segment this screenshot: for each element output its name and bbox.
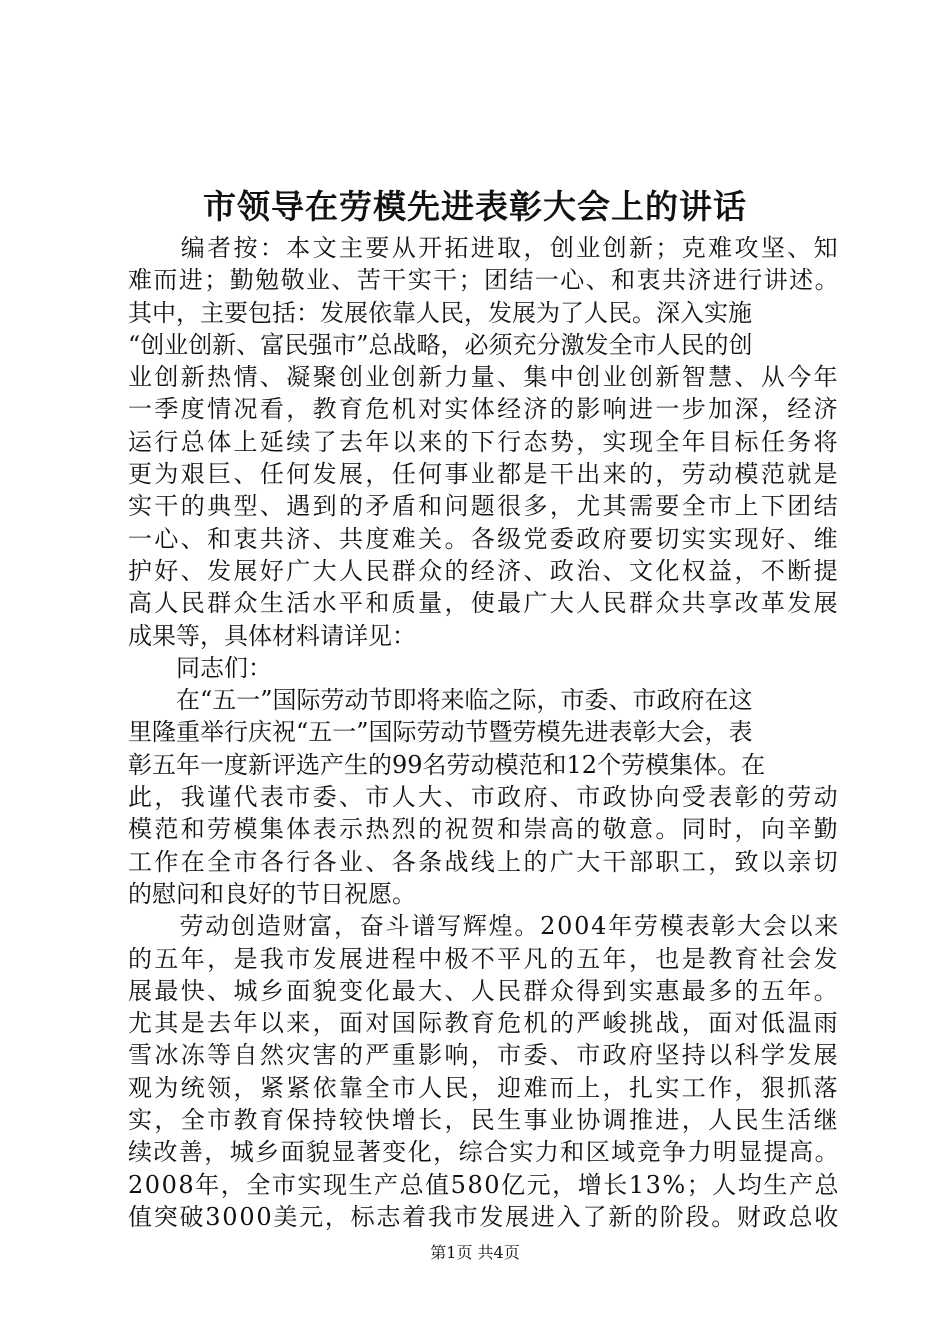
text-line: 业创新热情、凝聚创业创新力量、集中创业创新智慧、从今年 — [128, 363, 840, 392]
page-footer: 第1页 共4页 — [430, 1243, 520, 1262]
text-line: 尤其是去年以来，面对国际教育危机的严峻挑战，面对低温雨 — [128, 1009, 840, 1038]
text-line: 编者按：本文主要从开拓进取，创业创新；克难攻坚、知 — [128, 234, 840, 262]
document-body — [128, 232, 840, 1233]
text-line: 运行总体上延续了去年以来的下行态势，实现全年目标任务将 — [128, 427, 840, 456]
text-line: 其中，主要包括：发展依靠人民，发展为了人民。深入实施 — [128, 298, 752, 327]
text-line: 一心、和衷共济、共度难关。各级党委政府要切实实现好、维 — [128, 524, 840, 553]
text-line: 成果等，具体材料请详见： — [128, 621, 416, 650]
text-line: 里隆重举行庆祝“五一”国际劳动节暨劳模先进表彰大会，表 — [128, 718, 753, 747]
text-line: 雪冰冻等自然灾害的严重影响，市委、市政府坚持以科学发展 — [128, 1041, 840, 1070]
text-line: 实，全市教育保持较快增长，民生事业协调推进，人民生活继 — [128, 1106, 840, 1135]
text-line: “创业创新、富民强市”总战略，必须充分激发全市人民的创 — [128, 330, 753, 359]
text-line: 的慰问和良好的节日祝愿。 — [128, 879, 416, 908]
text-line: 模范和劳模集体表示热烈的祝贺和崇高的敬意。同时，向辛勤 — [128, 815, 840, 844]
text-line: 护好、发展好广大人民群众的经济、政治、文化权益，不断提 — [128, 556, 840, 585]
text-line: 续改善，城乡面貌显著变化，综合实力和区域竞争力明显提高。 — [128, 1138, 841, 1167]
text-line: 在“五一”国际劳动节即将来临之际，市委、市政府在这 — [128, 686, 753, 715]
text-line: 2008年，全市实现生产总值580亿元，增长13%；人均生产总 — [128, 1170, 840, 1199]
text-line: 工作在全市各行各业、各条战线上的广大干部职工，致以亲切 — [128, 847, 840, 876]
text-line: 的五年，是我市发展进程中极不平凡的五年，也是教育社会发 — [128, 944, 840, 973]
text-line: 更为艰巨、任何发展，任何事业都是干出来的，劳动模范就是 — [128, 460, 840, 489]
text-line: 观为统领，紧紧依靠全市人民，迎难而上，扎实工作，狠抓落 — [128, 1073, 840, 1102]
text-line: 一季度情况看，教育危机对实体经济的影响进一步加深，经济 — [128, 395, 840, 424]
text-line: 实干的典型、遇到的矛盾和问题很多，尤其需要全市上下团结 — [128, 492, 840, 521]
text-line: 此，我谨代表市委、市人大、市政府、市政协向受表彰的劳动 — [128, 783, 840, 812]
text-line: 劳动创造财富，奋斗谱写辉煌。2004年劳模表彰大会以来 — [128, 912, 841, 941]
text-line: 彰五年一度新评选产生的99名劳动模范和12个劳模集体。在 — [128, 750, 766, 779]
text-line: 同志们： — [128, 653, 272, 682]
text-line: 展最快、城乡面貌变化最大、人民群众得到实惠最多的五年。 — [128, 976, 840, 1005]
text-line: 高人民群众生活水平和质量，使最广大人民群众共享改革发展 — [128, 589, 840, 618]
text-line: 难而进；勤勉敬业、苦干实干；团结一心、和衷共济进行讲述。 — [128, 266, 841, 295]
text-line: 值突破3000美元，标志着我市发展进入了新的阶段。财政总收 — [128, 1202, 841, 1231]
document-title: 市领导在劳模先进表彰大会上的讲话 — [203, 187, 747, 226]
